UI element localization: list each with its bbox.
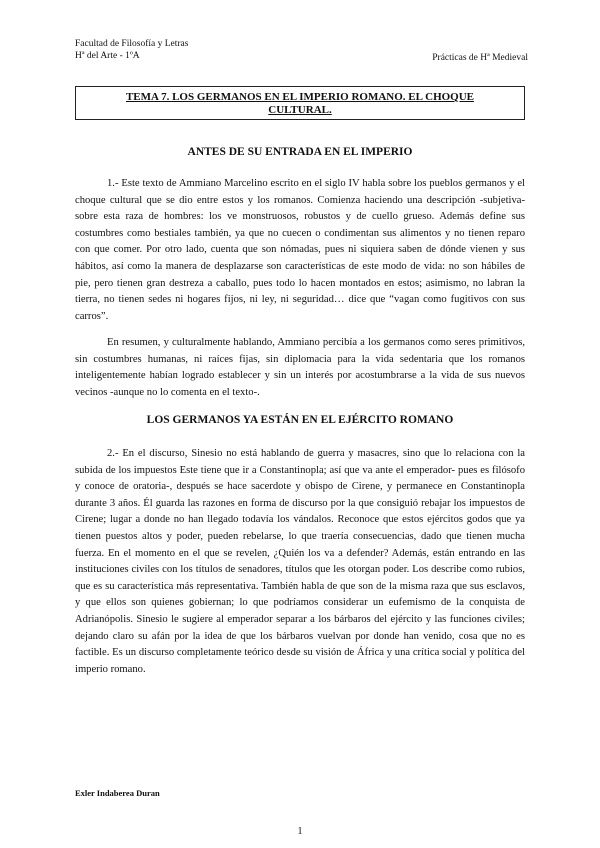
course-label: Hª del Arte - 1ºA [75,51,140,61]
section-heading-2: LOS GERMANOS YA ESTÁN EN EL EJÉRCITO ROMANO [146,414,454,426]
author-name: Exler Indaberea Duran [75,788,160,798]
header-left [75,38,188,62]
paragraph-1: 1.- Este texto de Ammiano Marcelino escrito en el siglo IV habla sobre los pueblos germanos y el choque cultural que se dio entre estos y los romanos. Comienza haciendo una descripción -subjetiva- sobre esta raza de hombres: los ve monstruosos, robustos y de cuello grueso. Además define sus costumbres como bestiales también, ya que no cuecen o condimentan sus alimentos y no tienen reparo con que comer. Por otro lado, cuenta que son nómadas, pues ni siquiera saben de dónde vienen y sus hábitos, así como la manera de desplazarse son características de este modo de vida: no son hábiles de pie, pero tienen gran destreza a caballo, pues todo lo hacen montados en estos; asimismo, no labran la tierra, no tienen sedes ni hogares fijos, ni ley, ni seguridad… dice que “vagan como fugitivos con sus carros”. [75,178,525,322]
paragraph-3: 2.- En el discurso, Sinesio no está hablando de guerra y masacres, sino que lo relaciona con la subida de los impuestos Este tiene que ir a Constantinopla; así que va ante el emperador- pues es filósofo y conoce de oratoria-, después se hace sacerdote y obispo de Cirene, y permanece en Constantinopla durante 3 años. Él guarda las razones en forma de discurso por la que consiguió rebajar los impuestos de Cirene; lugar a donde no han llegado todavía los vándalos. Reconoce que estos ejércitos godos que ya tienen puestos altos y poder, pueden rebelarse, lo que traería consecuencias, dado que tienen mucha fuerza. En el momento en el que se revelen, ¿Quién los va a defender? Además, están entrando en las instituciones civiles con los títulos de senadores, títulos que les otorgan poder. Los describe como rubios, que es su característica más representativa. También habla de que son de la misma raza que sus esclavos, y que ellos son quienes gobiernan; lo que podríamos considerar un eufemismo de la conquista de Adrianópolis. Sinesio le sugiere al emperador separar a los bárbaros del ejército y las funciones civiles; dejando claro su afán por la idea de que los bárbaros vuelvan por donde han venido, cosa que no es factible. Es un discurso completamente teórico desde su visión de África y una crítica social y política del imperio romano. [75,448,525,675]
page-number: 1 [297,826,303,837]
title-line-2: CULTURAL. [268,104,332,116]
faculty-label: Facultad de Filosofía y Letras [75,39,189,49]
subject-label: Prácticas de Hª Medieval [432,53,528,63]
document-title [75,86,525,120]
title-line-1: TEMA 7. LOS GERMANOS EN EL IMPERIO ROMANO. EL CHOQUE [125,91,475,103]
section-heading-1: ANTES DE SU ENTRADA EN EL IMPERIO [187,146,413,158]
paragraph-2: En resumen, y culturalmente hablando, Ammiano percibía a los germanos como seres primitivos, sin costumbres humanas, ni raíces fijas, sin diplomacia para la vida sedentaria que los romanos inteligentemente habían logrado establecer y sin un interés por acostumbrarse a la vida de sus nuevos vecinos -aunque no lo comenta en el texto-. [75,337,525,398]
